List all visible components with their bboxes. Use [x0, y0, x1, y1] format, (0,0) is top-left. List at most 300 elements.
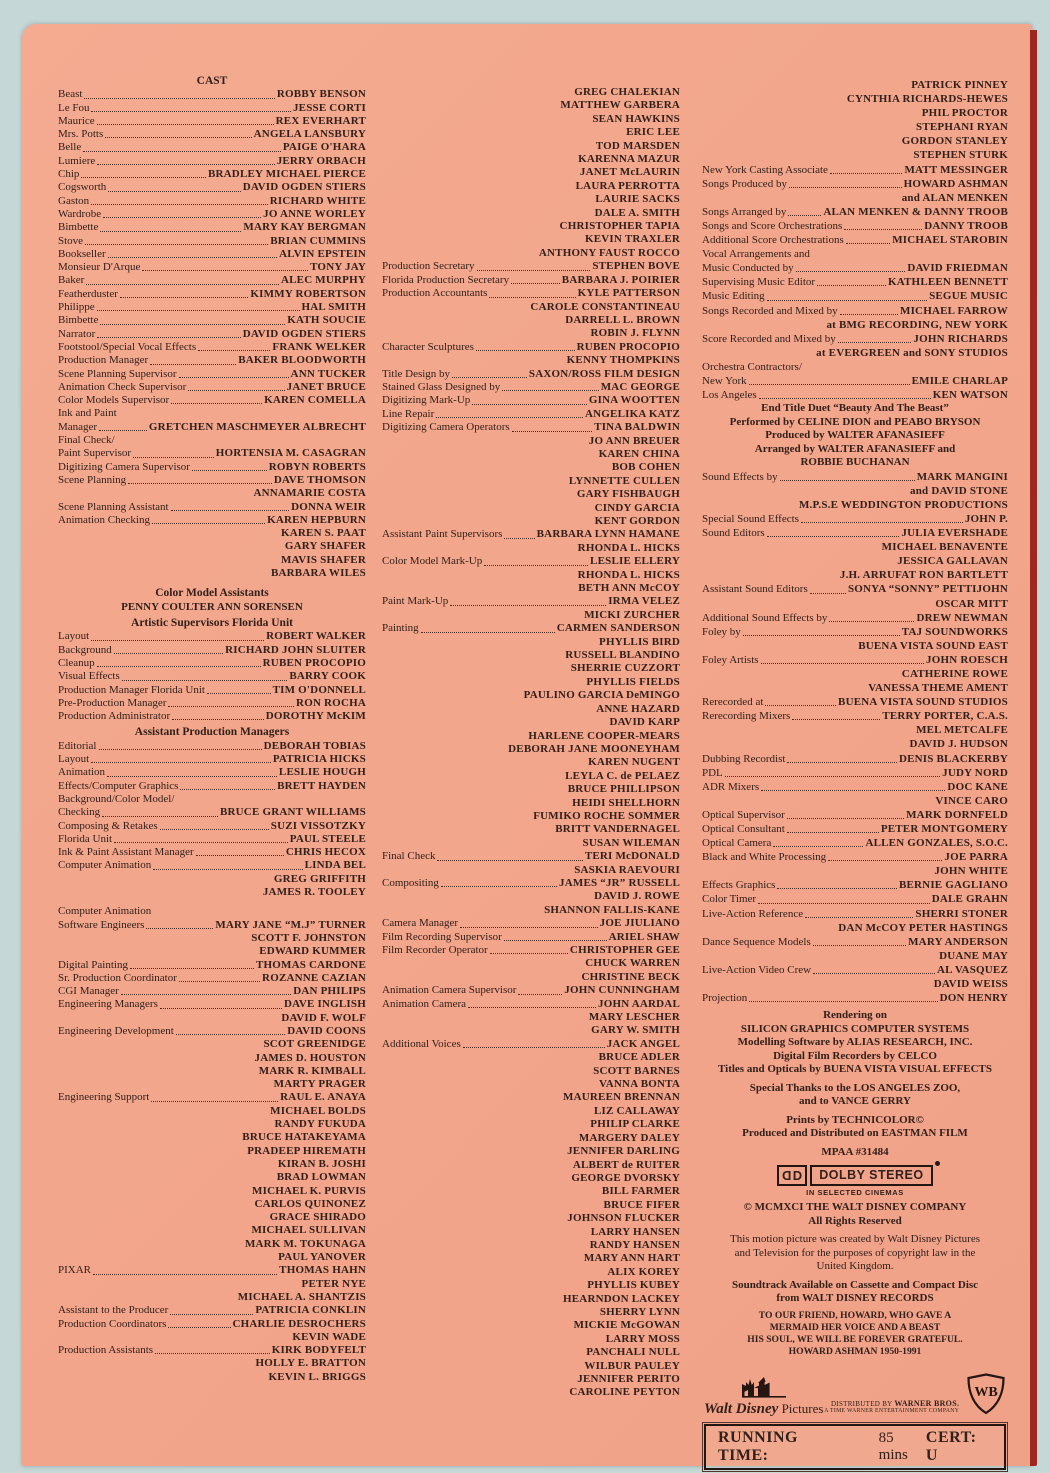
credit-name: RANDY FUKUDA	[274, 1118, 366, 1131]
credit-name: SEGUE MUSIC	[929, 290, 1008, 303]
credit-role: Computer Animation	[58, 905, 152, 918]
credit-name: RHONDA L. HICKS	[577, 568, 680, 581]
dotted-leader	[830, 173, 903, 174]
credit-name: MICHAEL STAROBIN	[892, 234, 1008, 247]
dotted-leader	[472, 404, 587, 405]
credit-row	[702, 709, 1008, 723]
credit-row	[58, 354, 366, 367]
credit-name: DAVID F. WOLF	[281, 1011, 366, 1024]
credit-role: Songs Recorded and Mixed by	[702, 304, 838, 317]
credit-name: SASKIA RAEVOURI	[574, 863, 680, 876]
credit-name: CHRISTINE BECK	[581, 970, 680, 983]
credit-name: LEYLA C. de PELAEZ	[565, 769, 680, 782]
credit-role: Foley by	[702, 625, 741, 638]
tribute-text: TO OUR FRIEND, HOWARD, WHO GAVE A	[758, 1309, 952, 1321]
credit-role: Character Sculptures	[382, 340, 474, 353]
credit-row	[702, 935, 1008, 949]
credit-row	[702, 233, 1008, 247]
credit-role: Digitizing Camera Operators	[382, 421, 510, 434]
credit-role: Line Repair	[382, 407, 435, 420]
walt-disney-pictures-logo	[704, 1377, 823, 1418]
credit-name: MAUREEN BRENNAN	[563, 1091, 680, 1104]
dotted-leader	[91, 640, 264, 641]
dotted-leader	[796, 271, 906, 272]
credit-name: DOC KANE	[947, 780, 1008, 793]
credit-name: ALIX KOREY	[607, 1265, 680, 1278]
credit-row	[702, 163, 1008, 177]
credit-name: MARY ANN HART	[583, 1252, 680, 1265]
credit-name: STEPHEN BOVE	[592, 260, 680, 273]
dotted-leader	[142, 270, 308, 271]
dotted-leader	[114, 653, 223, 654]
credit-name: RON ROCHA	[296, 696, 366, 709]
credit-row	[58, 195, 366, 208]
dotted-leader	[91, 111, 290, 112]
dotted-leader	[511, 283, 560, 284]
dotted-leader	[502, 390, 598, 391]
credit-row	[58, 1091, 366, 1104]
credit-name: JOHN ROESCH	[926, 653, 1008, 666]
credit-name: BRUCE HATAKEYAMA	[242, 1131, 366, 1144]
credit-role: Editorial	[58, 739, 97, 752]
credit-name: MICHAEL BENAVENTE	[881, 541, 1008, 554]
credit-role: Assistant to the Producer	[58, 1304, 169, 1317]
credit-name: KIRAN B. JOSHI	[277, 1157, 366, 1170]
credit-name: LESLIE HOUGH	[278, 766, 366, 779]
credit-name: HEIDI SHELLHORN	[572, 796, 680, 809]
credit-name: CATHERINE ROWE	[901, 667, 1008, 680]
section-header: Assistant Production Managers	[134, 726, 290, 739]
credit-role: Optical Consultant	[702, 823, 785, 835]
credit-row	[58, 833, 366, 846]
credit-row	[58, 972, 366, 985]
credit-role: Production Manager Florida Unit	[58, 683, 205, 696]
credit-role: Sound Effects by	[702, 470, 778, 483]
credit-name: JOHN WHITE	[934, 865, 1008, 878]
credit-name: DALE A. SMITH	[594, 206, 680, 219]
credit-role: Sound Editors	[702, 527, 765, 540]
credit-name: ALVIN EPSTEIN	[279, 247, 366, 260]
credit-role: Assistant Paint Supervisors	[382, 528, 503, 541]
credit-name: DAVID FRIEDMAN	[907, 262, 1008, 275]
credit-name: KAREN S. PAAT	[280, 527, 366, 540]
credit-name: CARLOS QUINONEZ	[254, 1197, 366, 1210]
dotted-leader	[83, 151, 281, 152]
credit-role: Manager	[58, 420, 98, 433]
credit-role: Digitizing Camera Supervisor	[58, 460, 190, 473]
credit-row	[58, 181, 366, 194]
credit-role: Songs Produced by	[702, 177, 787, 190]
credit-role: New York Casting Associate	[702, 163, 828, 176]
credit-row	[382, 394, 680, 407]
credit-row	[702, 836, 1008, 850]
credit-name: KIRK BODYFELT	[271, 1344, 366, 1357]
credit-role: Compositing	[382, 876, 439, 889]
section-gap	[58, 580, 366, 584]
credit-name: KATH SOUCIE	[287, 314, 366, 327]
credit-name: DALE GRAHN	[931, 893, 1008, 906]
credit-row	[382, 287, 680, 300]
credit-role: Film Recording Supervisor	[382, 930, 502, 943]
dotted-leader	[151, 1101, 278, 1102]
credit-role: Computer Animation	[58, 859, 152, 872]
credit-name: TOD MARSDEN	[595, 139, 680, 152]
credit-role: Production Accountants	[382, 287, 488, 300]
credit-name: BRUCE ADLER	[598, 1051, 680, 1064]
credit-row	[382, 341, 680, 354]
credit-role: Layout	[58, 630, 90, 643]
credit-role: Paint Supervisor	[58, 447, 132, 460]
credit-role: Background/Color Model/	[58, 792, 175, 805]
credit-role: Effects Graphics	[702, 879, 776, 892]
credit-role: Florida Unit	[58, 832, 113, 845]
credit-role: Scene Planning Supervisor	[58, 367, 177, 380]
credit-row	[702, 991, 1008, 1005]
credit-name: REX EVERHART	[275, 114, 366, 127]
credit-role: Additional Voices	[382, 1037, 461, 1050]
warner-distribution-text: DISTRIBUTED BY WARNER BROS. A TIME WARNER ENTERTAINMENT COMPANY	[824, 1398, 960, 1414]
credit-row	[58, 753, 366, 766]
credit-row	[702, 822, 1008, 836]
credit-row	[58, 301, 366, 314]
dotted-leader	[91, 204, 268, 205]
dotted-leader	[108, 191, 241, 192]
credit-name: RHONDA L. HICKS	[577, 541, 680, 554]
poster-red-edge	[1030, 30, 1037, 1466]
credit-name: RANDY HANSEN	[589, 1238, 680, 1251]
credit-name: JAMES D. HOUSTON	[254, 1051, 366, 1064]
dotted-leader	[198, 350, 270, 351]
dotted-leader	[749, 1001, 937, 1002]
credit-name: SCOT GREENIDGE	[263, 1038, 366, 1051]
dotted-leader	[767, 300, 927, 301]
credit-role: Narrator	[58, 327, 96, 340]
credit-row	[382, 622, 680, 635]
dotted-leader	[81, 177, 206, 178]
credit-name: DAVE THOMSON	[273, 473, 366, 486]
credit-row	[58, 248, 366, 261]
credit-row	[58, 670, 366, 683]
dotted-leader	[476, 350, 575, 351]
credit-row	[58, 155, 366, 168]
credit-role: ADR Mixers	[702, 780, 760, 793]
credits-column-middle	[382, 86, 680, 1400]
credit-role: Sr. Production Coordinator	[58, 971, 177, 984]
credit-role: Le Fou	[58, 101, 90, 114]
credit-name: SEAN HAWKINS	[592, 112, 680, 125]
credit-role: Music Conducted by	[702, 262, 794, 275]
credit-role: Beast	[58, 88, 83, 101]
dotted-leader	[168, 706, 294, 707]
credit-name: MARK DORNFELD	[906, 808, 1008, 821]
credit-name: DEBORAH JANE MOONEYHAM	[508, 742, 680, 755]
dotted-leader	[100, 231, 241, 232]
credit-name: HEARNDON LACKEY	[563, 1292, 680, 1305]
dotted-leader	[107, 776, 277, 777]
credit-name: PATRICK PINNEY	[911, 79, 1008, 91]
credit-name: MATTHEW GARBERA	[560, 99, 680, 112]
credit-name: KARENNA MAZUR	[578, 153, 680, 166]
credit-role: Production Secretary	[382, 260, 475, 273]
credit-role: Bimbette	[58, 221, 99, 234]
credit-name: BAKER BLOODWORTH	[238, 354, 366, 367]
credit-row	[58, 1318, 366, 1331]
credits-column-left	[58, 72, 366, 1384]
dotted-leader	[97, 666, 261, 667]
dotted-leader	[99, 430, 147, 431]
credit-name: DEBORAH TOBIAS	[263, 739, 366, 752]
credit-role: Rerecording Mixers	[702, 710, 791, 723]
credit-name: JOE PARRA	[944, 851, 1008, 864]
dotted-leader	[97, 337, 241, 338]
credit-row	[702, 766, 1008, 780]
credit-name: GARY FISHBAUGH	[576, 488, 680, 501]
credit-name: TERRY PORTER, C.A.S.	[882, 710, 1008, 723]
dotted-leader	[128, 483, 272, 484]
credit-role: Ink & Paint Assistant Manager	[58, 846, 194, 859]
credit-name: J.H. ARRUFAT RON BARTLETT	[839, 569, 1008, 582]
credit-role: Orchestra Contractors/	[702, 360, 802, 373]
dotted-leader	[207, 693, 271, 694]
credit-name: KAREN COMELLA	[264, 394, 366, 407]
credit-name: SHERRIE CUZZORT	[570, 662, 680, 675]
credit-role: Scene Planning Assistant	[58, 500, 169, 513]
credit-role: Foley Artists	[702, 653, 759, 666]
credit-name: CHUCK WARREN	[585, 957, 680, 970]
credit-name: MICKI ZURCHER	[584, 608, 680, 621]
credit-name: JO ANNE WORLEY	[263, 207, 366, 220]
credit-role: Effects/Computer Graphics	[58, 779, 179, 792]
tribute-text: MERMAID HER VOICE AND A BEAST	[769, 1321, 941, 1333]
credit-name: JAMES R. TOOLEY	[262, 886, 366, 899]
credit-row	[58, 501, 366, 514]
credit-name: BRIAN CUMMINS	[270, 234, 366, 247]
credit-name: LINDA BEL	[304, 859, 366, 872]
credit-name: VANNA BONTA	[599, 1078, 680, 1091]
credit-name: GEORGE DVORSKY	[571, 1171, 680, 1184]
credit-name: MARY JANE “M.J” TURNER	[215, 918, 366, 931]
credit-name: RAUL E. ANAYA	[280, 1091, 366, 1104]
credit-name: LAURA PERROTTA	[575, 179, 680, 192]
credit-row	[382, 555, 680, 568]
credit-row	[58, 102, 366, 115]
credit-name: HORTENSIA M. CASAGRAN	[215, 447, 366, 460]
credit-name: MICHAEL A. SHANTZIS	[237, 1290, 366, 1303]
credit-name: DAVID J. HUDSON	[909, 738, 1008, 751]
dotted-leader	[788, 215, 821, 216]
credit-role: Dubbing Recordist	[702, 752, 786, 765]
center-text-bold: Modelling Software by ALIAS RESEARCH, INC.	[737, 1036, 973, 1049]
dotted-leader	[168, 1327, 230, 1328]
credit-row	[702, 808, 1008, 822]
dotted-leader	[777, 888, 897, 889]
dotted-leader	[84, 98, 274, 99]
credit-name: MARY KAY BERGMAN	[243, 221, 366, 234]
credit-name: DAVID COONS	[287, 1024, 366, 1037]
credit-name: DARRELL L. BROWN	[565, 313, 680, 326]
section-header: Color Model Assistants	[155, 587, 269, 600]
dotted-leader	[468, 1007, 596, 1008]
credit-name: and DAVID STONE	[910, 484, 1008, 497]
credit-role: Maurice	[58, 114, 95, 127]
credit-name: KAREN NUGENT	[588, 756, 680, 769]
credit-name: JAMES “JR” RUSSELL	[559, 876, 680, 889]
credit-name: ALAN MENKEN & DANNY TROOB	[823, 205, 1008, 218]
dotted-leader	[171, 510, 290, 511]
credit-row	[58, 644, 366, 657]
credit-row	[58, 208, 366, 221]
credit-name: HARLENE COOPER-MEARS	[528, 729, 680, 742]
credit-name: HOLLY E. BRATTON	[255, 1357, 366, 1370]
credit-role: Production Assistants	[58, 1344, 154, 1357]
credit-name: RUSSELL BLANDINO	[565, 649, 680, 662]
credit-row	[58, 141, 366, 154]
tribute-text: HOWARD ASHMAN 1950-1991	[788, 1346, 922, 1358]
credit-row	[58, 328, 366, 341]
credit-name: EMILE CHARLAP	[911, 374, 1008, 387]
credit-role: Production Manager	[58, 354, 149, 367]
center-text-bold: © MCMXCI THE WALT DISNEY COMPANY	[743, 1201, 967, 1214]
credit-name: TONY JAY	[310, 261, 366, 274]
credit-row	[58, 168, 366, 181]
dotted-leader	[725, 776, 940, 777]
dotted-leader	[160, 829, 269, 830]
dotted-leader	[761, 663, 924, 664]
credit-role: Paint Mark-Up	[382, 595, 449, 608]
credit-name: HOWARD ASHMAN	[903, 177, 1008, 190]
credit-name: BRETT HAYDEN	[277, 779, 366, 792]
credit-name: MARY ANDERSON	[908, 935, 1008, 948]
credit-role: Animation Camera Supervisor	[382, 984, 517, 997]
credit-row	[702, 907, 1008, 921]
credit-name: BILL FARMER	[601, 1185, 680, 1198]
credit-name: CINDY GARCIA	[594, 501, 680, 514]
credit-name: CYNTHIA RICHARDS-HEWES	[846, 93, 1008, 106]
credit-name: CAROLE CONSTANTINEAU	[530, 300, 680, 313]
credit-role: Checking	[58, 806, 101, 819]
credit-name: ANGELA LANSBURY	[253, 128, 366, 141]
credit-name: ALLEN GONZALES, S.O.C.	[865, 837, 1008, 850]
dotted-leader	[105, 137, 251, 138]
disney-castle-icon	[704, 1377, 823, 1403]
credit-role: Scene Planning	[58, 473, 127, 486]
credit-name: SCOTT BARNES	[593, 1064, 680, 1077]
credit-name: JOHN P.	[964, 512, 1008, 525]
dotted-leader	[463, 1047, 605, 1048]
dotted-leader	[99, 749, 262, 750]
credit-name: MARK M. TOKUNAGA	[244, 1237, 366, 1250]
dotted-leader	[97, 124, 274, 125]
credit-name: DONNA WEIR	[291, 500, 366, 513]
credit-name: ALBERT de RUITER	[572, 1158, 680, 1171]
credit-name: FUMIKO ROCHE SOMMER	[533, 809, 680, 822]
running-time-label: RUNNING TIME:	[718, 1428, 798, 1464]
credit-row	[382, 368, 680, 381]
credit-row	[58, 766, 366, 779]
center-text-bold: and to VANCE GERRY	[799, 1095, 911, 1108]
credit-role: Engineering Managers	[58, 998, 158, 1011]
credit-role: Footstool/Special Vocal Effects	[58, 340, 197, 353]
dotted-leader	[828, 860, 942, 861]
credit-row	[58, 998, 366, 1011]
credit-name: SUSAN WILEMAN	[582, 836, 680, 849]
credit-name: ANNE HAZARD	[596, 702, 680, 715]
credit-row	[382, 850, 680, 863]
credit-name: JULIA EVERSHADE	[901, 527, 1008, 540]
credit-row	[702, 625, 1008, 639]
credits-column-right	[702, 78, 1008, 1470]
dotted-leader	[196, 855, 284, 856]
credit-name: ANN TUCKER	[290, 367, 366, 380]
dotted-leader	[100, 324, 285, 325]
credit-name: JERRY ORBACH	[276, 154, 366, 167]
credit-row	[58, 381, 366, 394]
credit-name: JOE JIULIANO	[599, 917, 680, 930]
credit-role: Lumiere	[58, 154, 96, 167]
credit-role: Animation Checking	[58, 513, 150, 526]
credit-name: KEVIN TRAXLER	[585, 233, 680, 246]
credit-role: Cleanup	[58, 656, 95, 669]
center-text-bold: Titles and Opticals by BUENA VISTA VISUAL EFFECTS	[718, 1063, 992, 1076]
credit-name: MICHAEL BOLDS	[270, 1104, 366, 1117]
dotted-leader	[840, 314, 898, 315]
credit-name: BRAD LOWMAN	[276, 1171, 366, 1184]
credit-name: TERI McDONALD	[584, 850, 680, 863]
credit-name: MEL METCALFE	[916, 724, 1008, 737]
credit-role: Optical Supervisor	[702, 808, 785, 821]
dotted-leader	[743, 635, 900, 636]
credit-role: Philippe	[58, 301, 95, 314]
credit-row	[58, 985, 366, 998]
credit-name: DAN PHILIPS	[293, 985, 366, 998]
credit-role: Additional Score Orchestrations	[702, 234, 844, 247]
credit-row	[702, 275, 1008, 289]
credit-row	[58, 820, 366, 833]
center-text-bold: Produced and Distributed on EASTMAN FILM	[742, 1127, 968, 1140]
credit-name: CARMEN SANDERSON	[556, 622, 680, 635]
dotted-leader	[180, 789, 275, 790]
credit-name: DREW NEWMAN	[916, 611, 1008, 624]
credit-role: Animation	[58, 766, 106, 779]
credit-row	[382, 274, 680, 287]
credit-row	[58, 710, 366, 723]
center-text-bold: SILICON GRAPHICS COMPUTER SYSTEMS	[740, 1022, 970, 1035]
credit-role: Live-Action Video Crew	[702, 963, 812, 976]
credit-name: RUBEN PROCOPIO	[262, 656, 366, 669]
dotted-leader	[85, 244, 268, 245]
credit-row	[382, 944, 680, 957]
credit-name: GARY SHAFER	[284, 540, 366, 553]
credit-name: SCOTT F. JOHNSTON	[251, 931, 366, 944]
credit-name: EDWARD KUMMER	[259, 945, 366, 958]
credit-row	[702, 963, 1008, 977]
credit-row	[702, 512, 1008, 526]
credit-name: JACK ANGEL	[606, 1037, 680, 1050]
credit-role: Live-Action Reference	[702, 907, 804, 920]
credit-name: MAC GEORGE	[600, 380, 680, 393]
credit-name: BRUCE FIFER	[603, 1198, 680, 1211]
credit-name: GORDON STANLEY	[901, 135, 1008, 148]
running-time-value: 85 mins	[878, 1429, 908, 1463]
credit-name: MARK MANGINI	[916, 470, 1008, 483]
credit-name: CHRISTOPHER TAPIA	[559, 220, 680, 233]
credit-name: BRADLEY MICHAEL PIERCE	[207, 168, 366, 181]
credit-role: Background	[58, 643, 112, 656]
credit-role: Additional Sound Effects by	[702, 611, 828, 624]
dotted-leader	[130, 968, 254, 969]
credit-row	[702, 470, 1008, 484]
section-header: CAST	[196, 75, 228, 87]
